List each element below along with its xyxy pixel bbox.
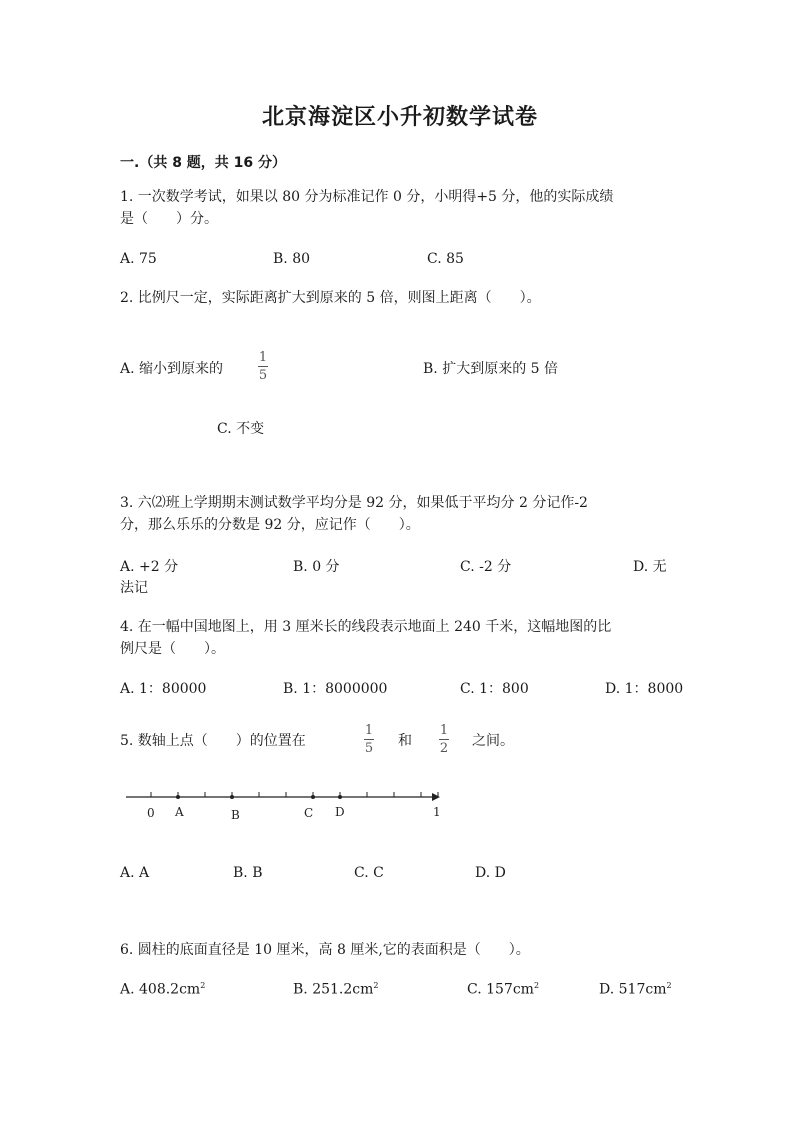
q6-option-a[interactable] (120, 981, 205, 998)
q1-option-b[interactable]: B. 80 (273, 251, 311, 267)
q2-text: 2. 比例尺一定，实际距离扩大到原来的 5 倍，则图上距离（ ）。 (120, 290, 541, 306)
q6-option-c-label: C. 157cm (467, 981, 534, 998)
unit-exponent: 2 (200, 981, 206, 990)
q4-option-b[interactable]: B. 1：8000000 (283, 681, 388, 697)
q2-option-b[interactable]: B. 扩大到原来的 5 倍 (423, 361, 558, 377)
axis-arrowhead (432, 793, 440, 801)
q5-option-d[interactable]: D. D (475, 865, 506, 881)
q2-option-a[interactable]: A. 缩小到原来的 (120, 361, 224, 377)
q4-line2: 例尺是（ ）。 (120, 641, 225, 657)
axis-label-d: D (335, 805, 345, 819)
q1-option-a[interactable]: A. 75 (120, 251, 157, 267)
q1-option-c[interactable]: C. 85 (427, 251, 464, 267)
unit-exponent: 2 (533, 981, 540, 990)
fraction-numerator: 1 (439, 723, 449, 738)
q4-option-c[interactable]: C. 1：800 (460, 681, 529, 697)
q5-option-b[interactable]: B. B (233, 865, 263, 881)
q6-option-b-label: B. 251.2cm (293, 981, 374, 998)
fraction-numerator: 1 (364, 723, 374, 738)
q3-line2: 分，那么乐乐的分数是 92 分，应记作（ ）。 (120, 517, 420, 533)
point-a-marker (176, 795, 180, 799)
q3-option-d-continued: 法记 (120, 580, 148, 596)
q5-suffix: 之间。 (472, 733, 514, 749)
fraction-bar (439, 739, 449, 740)
q4-option-d[interactable]: D. 1：8000 (605, 681, 684, 697)
fraction-bar (258, 366, 268, 367)
q5-fraction-one-half (439, 724, 449, 755)
fraction-bar (364, 739, 374, 740)
q5-fraction-one-fifth (364, 724, 374, 755)
q3-option-c[interactable]: C. -2 分 (460, 559, 512, 575)
q6-option-b[interactable] (293, 981, 378, 998)
unit-exponent: 2 (373, 981, 379, 990)
q4-line1: 4. 在一幅中国地图上，用 3 厘米长的线段表示地面上 240 千米，这幅地图的比 (120, 619, 612, 635)
q3-line1: 3. 六⑵班上学期期末测试数学平均分是 92 分，如果低于平均分 2 分记作-2 (120, 495, 588, 511)
axis-ticks (151, 792, 438, 797)
q3-option-d[interactable]: D. 无 (633, 559, 667, 575)
q2-option-c[interactable]: C. 不变 (217, 421, 265, 437)
axis-label-one: 1 (433, 805, 441, 819)
q6-option-d-label: D. 517cm (599, 981, 667, 998)
fraction-denominator: 5 (364, 741, 374, 756)
fraction-denominator: 5 (258, 368, 268, 383)
axis-label-b: B (231, 808, 240, 822)
q5-prefix: 5. 数轴上点（ ）的位置在 (120, 733, 306, 749)
fraction-denominator: 2 (439, 741, 449, 756)
number-line-diagram (120, 786, 450, 826)
q2-fraction-one-fifth (258, 351, 268, 382)
q1-line2: 是（ ）分。 (120, 211, 218, 227)
axis-label-c: C (304, 806, 314, 820)
section-heading: 一.（共 8 题，共 16 分） (120, 155, 287, 171)
q6-option-d[interactable] (599, 981, 672, 998)
point-c-marker (311, 795, 315, 799)
q6-option-c[interactable] (467, 981, 539, 998)
page-title: 北京海淀区小升初数学试卷 (261, 105, 538, 130)
q6-text: 6. 圆柱的底面直径是 10 厘米，高 8 厘米,它的表面积是（ ）。 (120, 942, 530, 958)
fraction-numerator: 1 (258, 350, 268, 365)
q5-and: 和 (398, 733, 412, 749)
unit-exponent: 2 (666, 981, 672, 990)
axis-label-zero: 0 (147, 806, 155, 820)
q6-option-a-label: A. 408.2cm (120, 981, 201, 998)
q4-option-a[interactable]: A. 1：80000 (120, 681, 207, 697)
q5-option-c[interactable]: C. C (354, 865, 384, 881)
point-d-marker (338, 795, 342, 799)
q3-option-b[interactable]: B. 0 分 (293, 559, 340, 575)
point-b-marker (230, 795, 234, 799)
axis-label-a: A (175, 805, 184, 819)
q3-option-a[interactable]: A. +2 分 (120, 559, 179, 575)
q5-option-a[interactable]: A. A (120, 865, 150, 881)
q1-line1: 1. 一次数学考试，如果以 80 分为标准记作 0 分，小明得+5 分，他的实际成绩 (120, 189, 614, 205)
